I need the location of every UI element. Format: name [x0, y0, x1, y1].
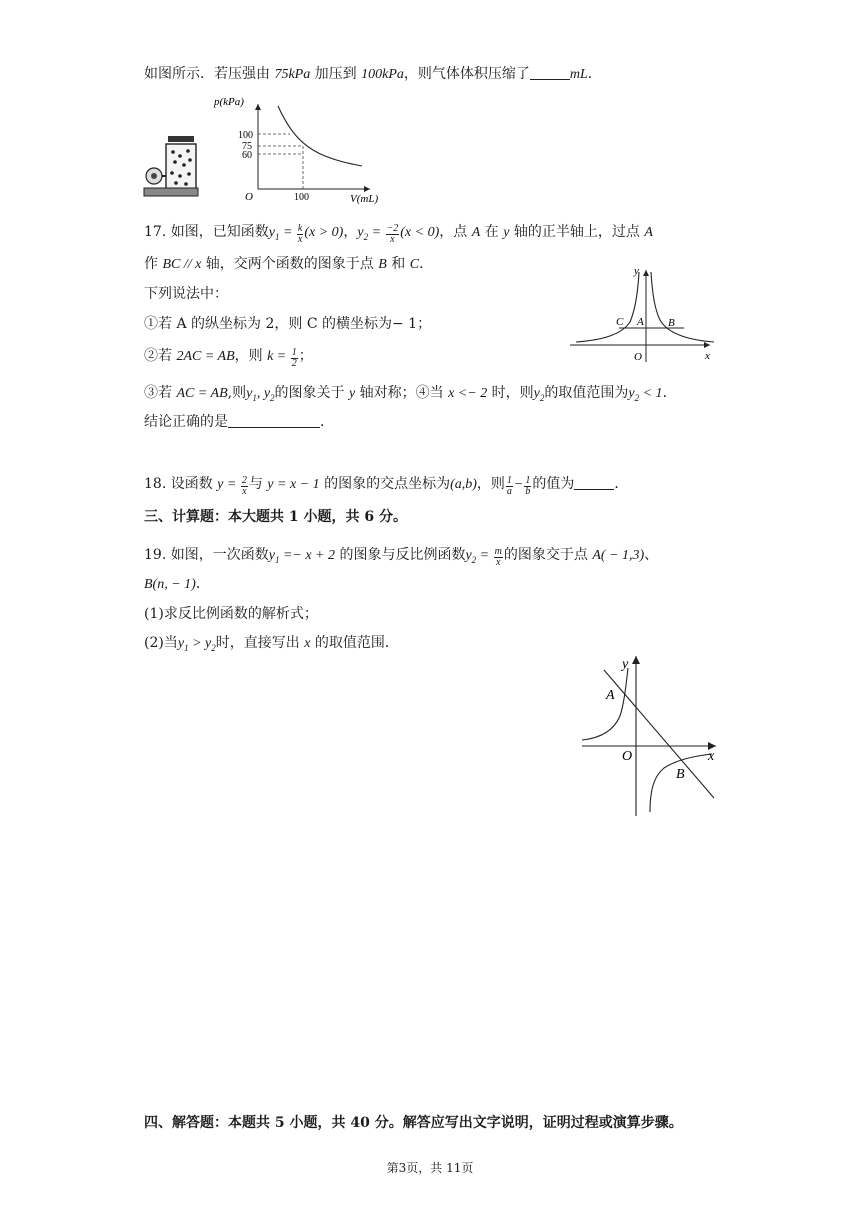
y-axis-label: p(kPa)	[214, 96, 244, 108]
point-a-label: A	[637, 316, 644, 328]
pressure-volume-graph	[213, 96, 378, 205]
y-tick-60: 60	[242, 150, 252, 161]
q17-line2: 作 BC // x 轴，交两个函数的图象于点 B 和 C．	[144, 256, 434, 272]
y-axis-label: y	[634, 265, 639, 277]
origin-label: O	[634, 351, 642, 363]
q17-statement-3-4: ③若 AC = AB,则$y_1$, $y_2$的图象关于 y 轴对称；④当 x <− 2 时，则$y_2$的取值范围为$y_2 < 1$．	[144, 385, 677, 403]
q19-line1: 19. 如图，一次函数$y_1 =- x + 2$ 的图象与反比例函数$y_2$ = $\frac{m}{x}$ 的图象交于点 A( − 1,3)、	[144, 546, 659, 568]
y-axis-label: y	[622, 657, 629, 672]
q16-figure	[140, 90, 400, 208]
answer-blank-16	[530, 65, 570, 80]
point-b-label: B	[668, 317, 675, 329]
origin-label: O	[622, 749, 633, 764]
y-tick-100: 100	[238, 130, 253, 141]
x-axis-label: x	[708, 749, 715, 764]
x-axis-label: x	[705, 350, 710, 362]
q19-part-2: (2)当$y_1 > y_2$时，直接写出 x 的取值范围．	[144, 635, 399, 653]
q16-line: 如图所示．若压强由 75kPa 加压到 100kPa，则气体体积压缩了 mL．	[144, 66, 602, 82]
q17-sub-intro: 下列说法中：	[144, 286, 228, 302]
x-tick-100: 100	[294, 192, 309, 203]
q17-figure	[564, 262, 724, 368]
x-axis-label: V(mL)	[350, 193, 379, 205]
q18-line: 18. 设函数 y = $\frac{2}{x}$ 与 y = x − 1 的图象的交点坐标为(a,b)，则 $\frac{1}{a}$ − $\frac{1}{b}$ 的值为 ．	[144, 475, 629, 497]
point-b-label: B	[676, 767, 685, 782]
q17-statement-2: ②若 2AC = AB，则 k = $\frac{1}{2}$ ；	[144, 347, 313, 369]
q17-conclusion: 结论正确的是 ．	[144, 414, 334, 430]
answer-blank-17	[228, 413, 320, 428]
origin-label: O	[245, 191, 253, 203]
q19-part-1: (1)求反比例函数的解析式；	[144, 606, 318, 622]
q17-statement-1: ①若 A 的纵坐标为 2，则 C 的横坐标为− 1；	[144, 316, 432, 332]
q19-line2: B(n, − 1)．	[144, 576, 210, 592]
y-tick-75: 75	[242, 141, 252, 152]
point-c-label: C	[616, 316, 624, 328]
q17-line1: 17. 如图，已知函数$y_1$ = $\frac{k}{x}$ (x > 0)，$y_2$ = $\frac{-2}{x}$ (x < 0)，点 A 在 y 轴的正半轴上，过点 A	[144, 223, 653, 245]
page-footer: 第3页，共 11页	[386, 1161, 474, 1175]
point-a-label: A	[606, 688, 615, 703]
section-3-heading: 三、计算题：本大题共 1 小题，共 6 分。	[144, 509, 407, 525]
section-4-heading: 四、解答题：本题共 5 小题，共 40 分。解答应写出文字说明，证明过程或演算步骤。	[144, 1115, 683, 1131]
answer-blank-18	[574, 475, 614, 490]
q19-figure	[576, 650, 726, 818]
gas-cylinder-illustration	[144, 136, 198, 196]
